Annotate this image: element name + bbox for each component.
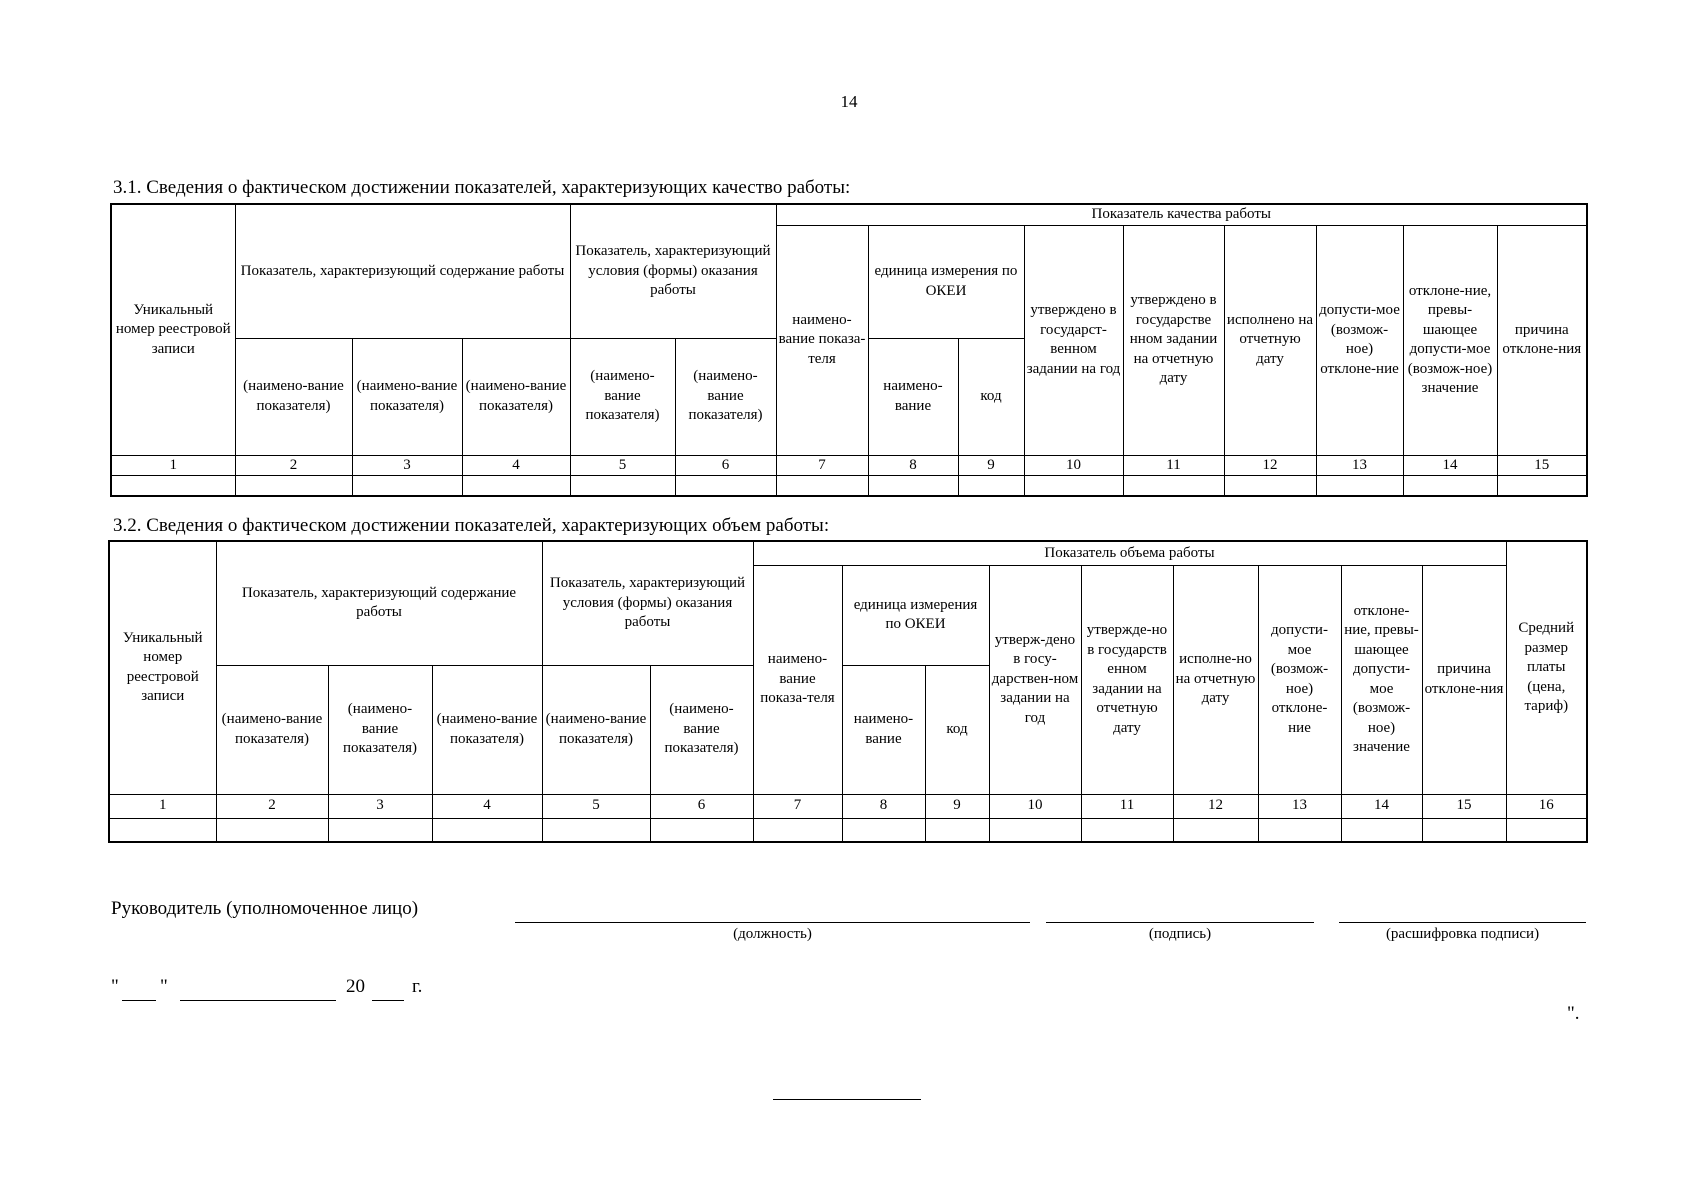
column-number: 4 [432, 794, 542, 818]
header-conditions-indicator: Показатель, характеризующий условия (формы) оказания работы [542, 541, 753, 665]
column-number: 5 [570, 455, 675, 476]
section-2-title: 3.2. Сведения о фактическом достижении показателей, характеризующих объем работы: [113, 515, 830, 536]
header-quality-group: Показатель качества работы [776, 204, 1587, 225]
column-number: 8 [868, 455, 958, 476]
empty-cell[interactable] [776, 476, 868, 496]
column-number: 2 [216, 794, 328, 818]
header-approved-date: утверждено в государстве нном задании на отчетную дату [1123, 225, 1224, 455]
column-number: 12 [1224, 455, 1316, 476]
column-number: 6 [675, 455, 776, 476]
header-exceeding-deviation: отклоне-ние, превы-шающее допусти-мое (возмож-ное) значение [1341, 565, 1422, 794]
decoding-line[interactable] [1339, 922, 1586, 923]
empty-cell[interactable] [352, 476, 462, 496]
empty-cell[interactable] [1316, 476, 1403, 496]
year-suffix: г. [412, 976, 423, 997]
header-approved-date: утвержде-но в государств енном задании на отчетную дату [1081, 565, 1173, 794]
column-number: 14 [1403, 455, 1497, 476]
header-sub-name: (наимено-вание показателя) [235, 338, 352, 455]
position-line[interactable] [515, 922, 1030, 923]
column-number: 14 [1341, 794, 1422, 818]
year-prefix: 20 [346, 976, 365, 997]
empty-cell[interactable] [432, 818, 542, 842]
signature-line[interactable] [1046, 922, 1314, 923]
empty-cell[interactable] [542, 818, 650, 842]
column-number: 7 [776, 455, 868, 476]
empty-cell[interactable] [1341, 818, 1422, 842]
header-allowed-deviation: допусти-мое (возмож-ное) отклоне-ние [1316, 225, 1403, 455]
header-avg-fee: Средний размер платы (цена, тариф) [1506, 541, 1587, 794]
empty-cell[interactable] [1173, 818, 1258, 842]
column-number: 3 [328, 794, 432, 818]
header-content-indicator: Показатель, характеризующий содержание работы [216, 541, 542, 665]
empty-cell[interactable] [1403, 476, 1497, 496]
empty-cell[interactable] [1024, 476, 1123, 496]
header-indicator-name: наимено-вание показа-теля [776, 225, 868, 455]
empty-cell[interactable] [462, 476, 570, 496]
empty-cell[interactable] [842, 818, 925, 842]
column-number: 11 [1123, 455, 1224, 476]
empty-cell[interactable] [216, 818, 328, 842]
date-quote-close: " [160, 976, 168, 997]
column-number: 9 [958, 455, 1024, 476]
header-unit-code: код [925, 665, 989, 794]
column-number: 10 [989, 794, 1081, 818]
page-number: 14 [840, 92, 858, 111]
column-number: 13 [1316, 455, 1403, 476]
empty-cell[interactable] [328, 818, 432, 842]
header-unit: единица измерения по ОКЕИ [842, 565, 989, 665]
column-number: 8 [842, 794, 925, 818]
month-line[interactable] [180, 1000, 336, 1001]
header-sub-name: (наимено-вание показателя) [542, 665, 650, 794]
date-quote-open: " [111, 976, 119, 997]
empty-cell[interactable] [958, 476, 1024, 496]
column-number: 4 [462, 455, 570, 476]
empty-cell[interactable] [1224, 476, 1316, 496]
header-sub-name: (наимено-вание показателя) [216, 665, 328, 794]
header-reason: причина отклоне-ния [1422, 565, 1506, 794]
header-unique-number: Уникальный номер реестровой записи [109, 541, 216, 794]
column-number: 11 [1081, 794, 1173, 818]
empty-cell[interactable] [235, 476, 352, 496]
header-sub-name: (наимено-вание показателя) [352, 338, 462, 455]
decoding-caption: (расшифровка подписи) [1385, 926, 1540, 942]
empty-cell[interactable] [1123, 476, 1224, 496]
empty-cell[interactable] [1506, 818, 1587, 842]
section-1-title: 3.1. Сведения о фактическом достижении показателей, характеризующих качество работы: [113, 177, 851, 198]
footnote-separator [773, 1099, 921, 1100]
header-indicator-name: наимено-вание показа-теля [753, 565, 842, 794]
empty-cell[interactable] [753, 818, 842, 842]
empty-cell[interactable] [111, 476, 235, 496]
table-row [111, 476, 1587, 496]
header-sub-name: (наимено-вание показателя) [675, 338, 776, 455]
header-volume-group: Показатель объема работы [753, 541, 1506, 565]
header-exceeding-deviation: отклоне-ние, превы-шающее допусти-мое (возмож-ное) значение [1403, 225, 1497, 455]
column-number: 12 [1173, 794, 1258, 818]
header-allowed-deviation: допусти-мое (возмож-ное) отклоне-ние [1258, 565, 1341, 794]
empty-cell[interactable] [570, 476, 675, 496]
header-unit: единица измерения по ОКЕИ [868, 225, 1024, 338]
column-number: 5 [542, 794, 650, 818]
header-unique-number: Уникальный номер реестровой записи [111, 204, 235, 455]
empty-cell[interactable] [1081, 818, 1173, 842]
empty-cell[interactable] [1422, 818, 1506, 842]
column-number: 1 [109, 794, 216, 818]
column-number: 3 [352, 455, 462, 476]
header-sub-name: (наимено-вание показателя) [462, 338, 570, 455]
column-number: 16 [1506, 794, 1587, 818]
header-content-indicator: Показатель, характеризующий содержание работы [235, 204, 570, 338]
column-number-row [111, 455, 1587, 476]
header-sub-name: (наимено-вание показателя) [328, 665, 432, 794]
column-number: 9 [925, 794, 989, 818]
empty-cell[interactable] [1258, 818, 1341, 842]
header-unit-code: код [958, 338, 1024, 455]
header-executed: исполнено на отчетную дату [1224, 225, 1316, 455]
column-number: 13 [1258, 794, 1341, 818]
column-number-row [109, 794, 1587, 818]
empty-cell[interactable] [925, 818, 989, 842]
table-row [109, 818, 1587, 842]
header-sub-name: (наимено-вание показателя) [570, 338, 675, 455]
year-line[interactable] [372, 1000, 404, 1001]
column-number: 15 [1422, 794, 1506, 818]
column-number: 10 [1024, 455, 1123, 476]
day-line[interactable] [122, 1000, 156, 1001]
column-number: 6 [650, 794, 753, 818]
quality-table [110, 203, 1588, 497]
header-sub-name: (наимено-вание показателя) [432, 665, 542, 794]
header-reason: причина отклоне-ния [1497, 225, 1587, 455]
header-executed: исполне-но на отчетную дату [1173, 565, 1258, 794]
empty-cell[interactable] [868, 476, 958, 496]
empty-cell[interactable] [989, 818, 1081, 842]
volume-table [108, 540, 1588, 843]
header-unit-name: наимено-вание [842, 665, 925, 794]
header-sub-name: (наимено-вание показателя) [650, 665, 753, 794]
position-caption: (должность) [733, 926, 812, 942]
header-unit-name: наимено-вание [868, 338, 958, 455]
header-conditions-indicator: Показатель, характеризующий условия (формы) оказания работы [570, 204, 776, 338]
column-number: 1 [111, 455, 235, 476]
empty-cell[interactable] [1497, 476, 1587, 496]
signature-caption: (подпись) [1148, 926, 1212, 942]
header-approved-year: утверж-дено в госу-дарствен-ном задании на год [989, 565, 1081, 794]
header-approved-year: утверждено в государст-венном задании на год [1024, 225, 1123, 455]
signature-label: Руководитель (уполномоченное лицо) [111, 898, 419, 919]
empty-cell[interactable] [675, 476, 776, 496]
empty-cell[interactable] [109, 818, 216, 842]
column-number: 15 [1497, 455, 1587, 476]
closing-mark: ". [1567, 1003, 1580, 1024]
column-number: 7 [753, 794, 842, 818]
empty-cell[interactable] [650, 818, 753, 842]
column-number: 2 [235, 455, 352, 476]
